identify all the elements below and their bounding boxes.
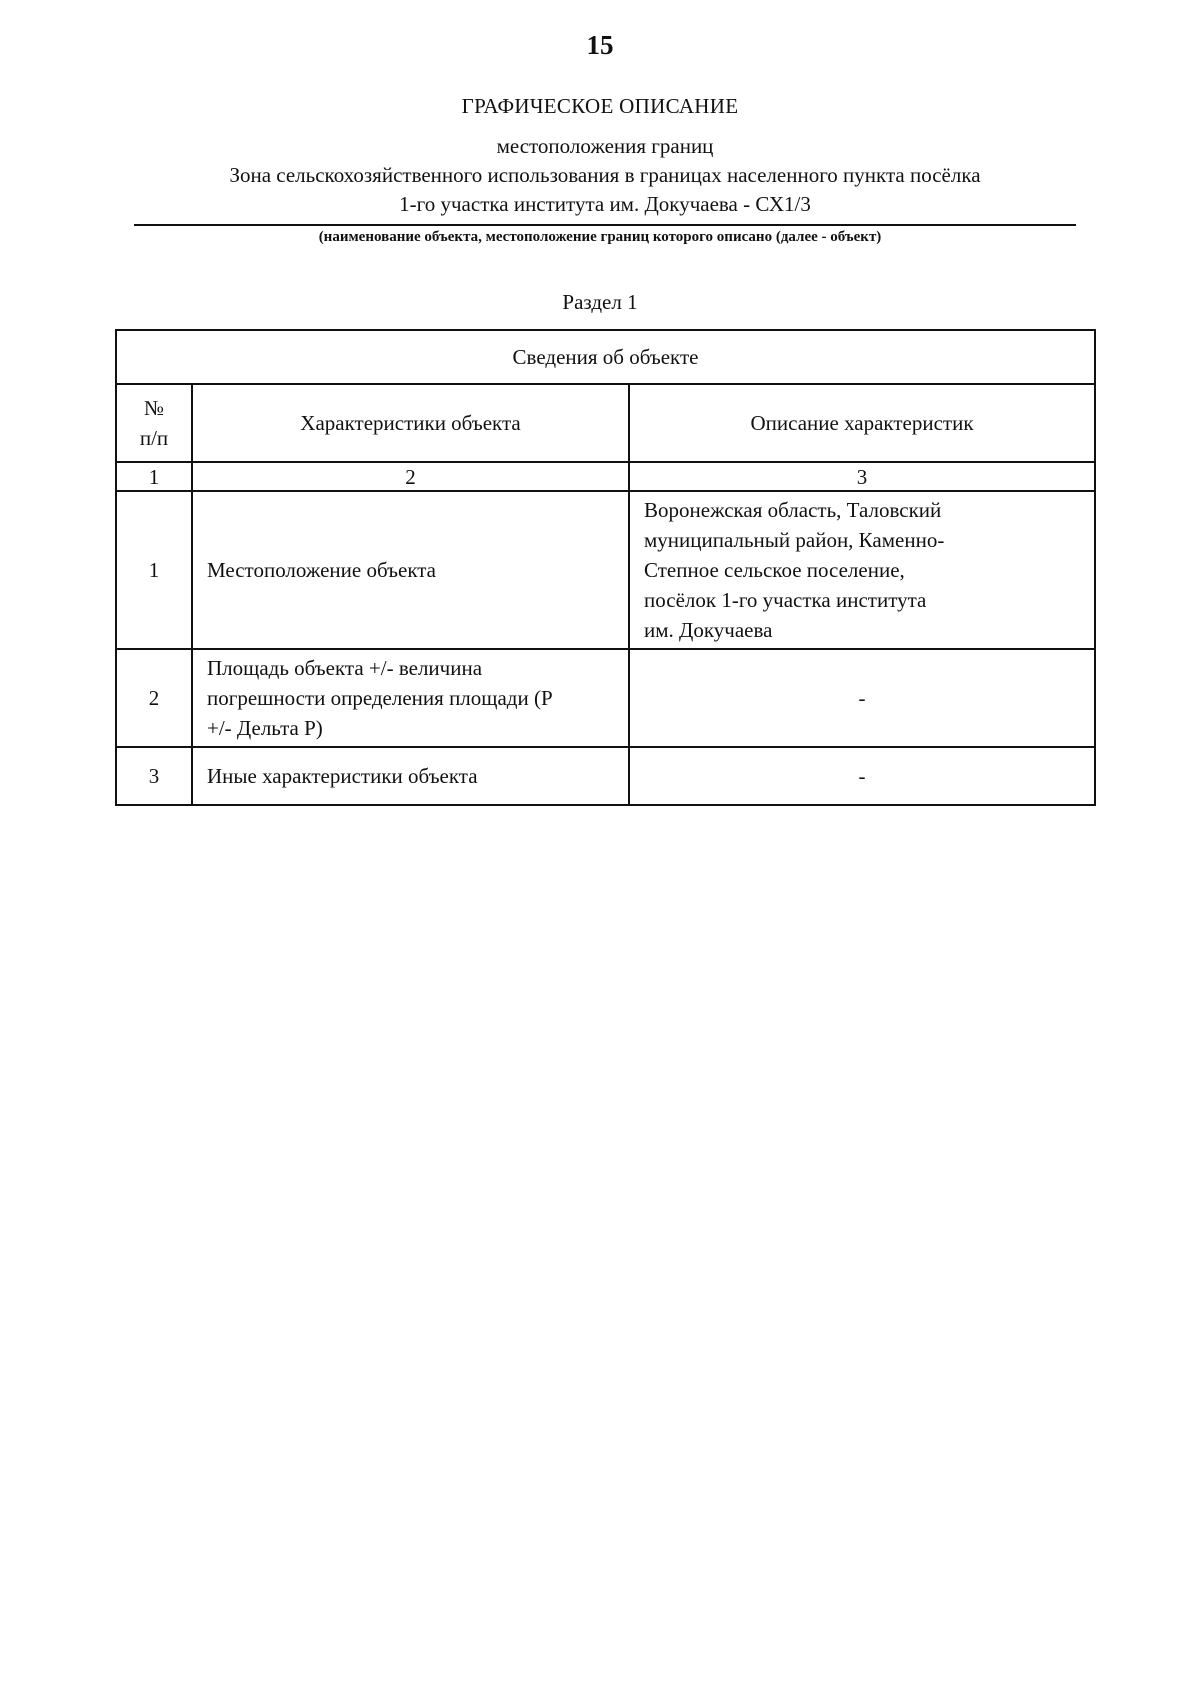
row-characteristic: Площадь объекта +/- величина погрешности определения площади (Р +/- Дельта Р) <box>192 649 629 747</box>
row-description: - <box>629 747 1095 805</box>
page-number: 15 <box>586 30 614 60</box>
table-index-row <box>116 462 1095 491</box>
row-characteristic: Местоположение объекта <box>192 491 629 649</box>
object-info-table <box>115 329 1096 806</box>
object-name-caption: (наименование объекта, местоположение границ которого описано (далее - объект) <box>318 229 882 245</box>
table-caption-row <box>116 330 1095 384</box>
table-caption: Сведения об объекте <box>116 330 1095 384</box>
header-characteristic: Характеристики объекта <box>192 384 629 462</box>
object-name-line-2: Зона сельскохозяйственного использования в границах населенного пункта посёлка <box>229 163 981 187</box>
table-header-row <box>116 384 1095 462</box>
object-name-line-1: местоположения границ <box>496 134 714 158</box>
column-index-2: 2 <box>192 462 629 491</box>
row-description: Воронежская область, Таловский муниципальный район, Каменно- Степное сельское поселение, посёлок 1-го участка института им. Докучаева <box>629 491 1095 649</box>
table-row <box>116 649 1095 747</box>
row-characteristic: Иные характеристики объекта <box>192 747 629 805</box>
header-description: Описание характеристик <box>629 384 1095 462</box>
object-name-line-3: 1-го участка института им. Докучаева - СХ1/3 <box>399 192 811 216</box>
row-num: 2 <box>116 649 192 747</box>
header-num: № п/п <box>116 384 192 462</box>
row-description: - <box>629 649 1095 747</box>
row-num: 3 <box>116 747 192 805</box>
section-title: Раздел 1 <box>562 290 638 314</box>
table-row <box>116 747 1095 805</box>
object-name-underline <box>134 224 1076 226</box>
column-index-3: 3 <box>629 462 1095 491</box>
document-title: ГРАФИЧЕСКОЕ ОПИСАНИЕ <box>461 94 739 118</box>
column-index-1: 1 <box>116 462 192 491</box>
object-name-block <box>134 132 1076 219</box>
table-row <box>116 491 1095 649</box>
row-num: 1 <box>116 491 192 649</box>
